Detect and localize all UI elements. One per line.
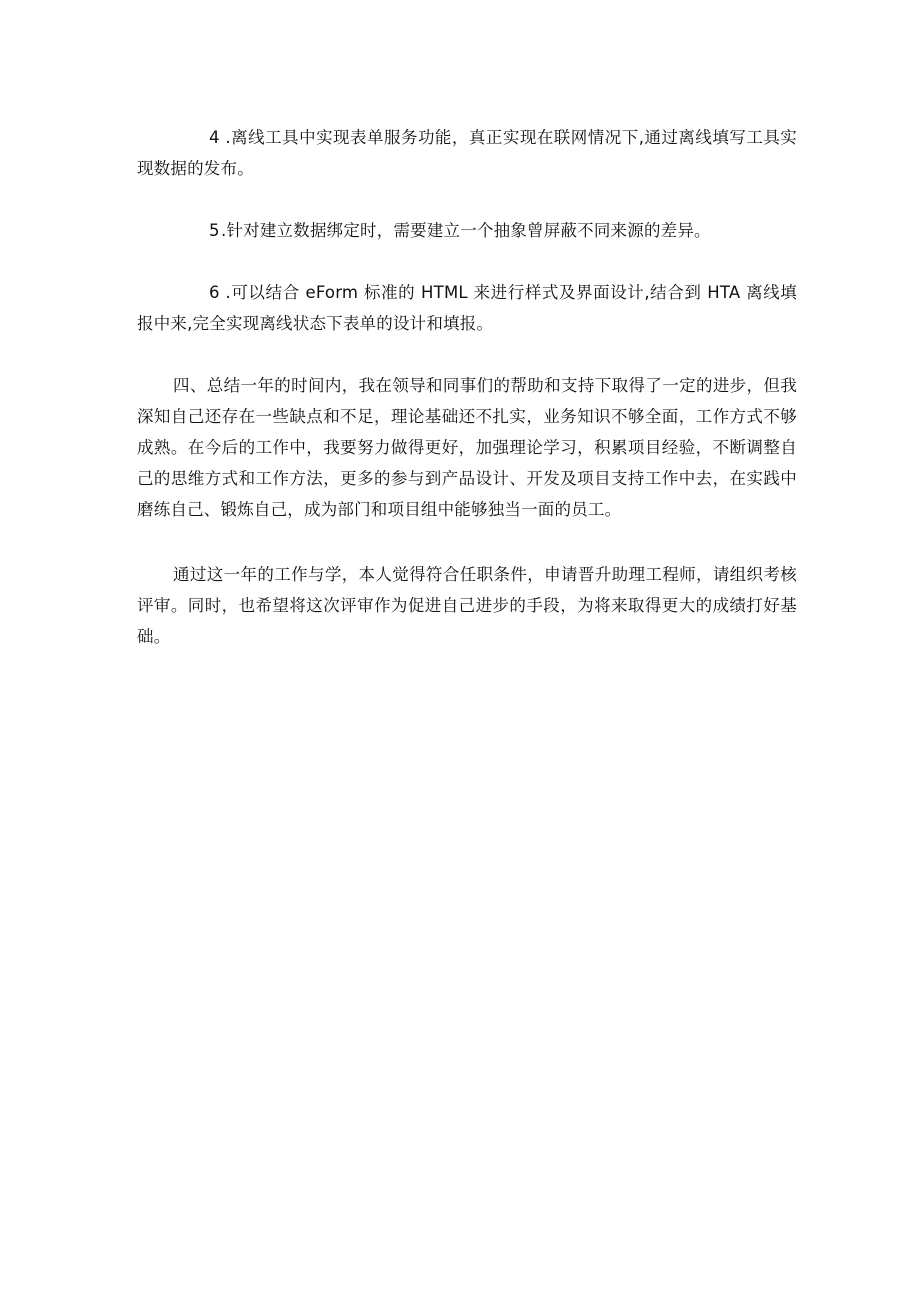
paragraph-text: .针对建立数据绑定时，需要建立一个抽象曾屏蔽不同来源的差异。 <box>221 221 711 240</box>
summary-paragraph: 四、总结一年的时间内，我在领导和同事们的帮助和支持下取得了一定的进步，但我深知自己还存在一些缺点和不足，理论基础还不扎实，业务知识不够全面，工作方式不够成熟。在今后的工作中，我要努力做得更好，加强理论学习，积累项目经验，不断调整自己的思维方式和工作方法，更多的参与到产品设计、开发及项目支持工作中去，在实践中磨练自己、锻炼自己，成为部门和项目组中能够独当一面的员工。 <box>137 376 797 519</box>
paragraph-number: 4 <box>209 128 220 147</box>
application-paragraph: 通过这一年的工作与学，本人觉得符合任职条件，申请晋升助理工程师，请组织考核评审。同时，也希望将这次评审作为促进自己进步的手段，为将来取得更大的成绩打好基础。 <box>137 565 797 646</box>
paragraph-item-5 <box>137 215 797 246</box>
paragraph-text: .可以结合 eForm 标准的 HTML 来进行样式及界面设计,结合到 HTA 离线填报中来,完全实现离线状态下表单的设计和填报。 <box>137 283 797 333</box>
paragraph-item-6 <box>137 277 797 339</box>
paragraph-item-4 <box>137 122 797 184</box>
paragraph-text: .离线工具中实现表单服务功能，真正实现在联网情况下,通过离线填写工具实现数据的发布。 <box>137 128 797 178</box>
paragraph-number: 5 <box>209 221 220 240</box>
paragraph-number: 6 <box>209 283 220 302</box>
document-body <box>137 122 797 683</box>
